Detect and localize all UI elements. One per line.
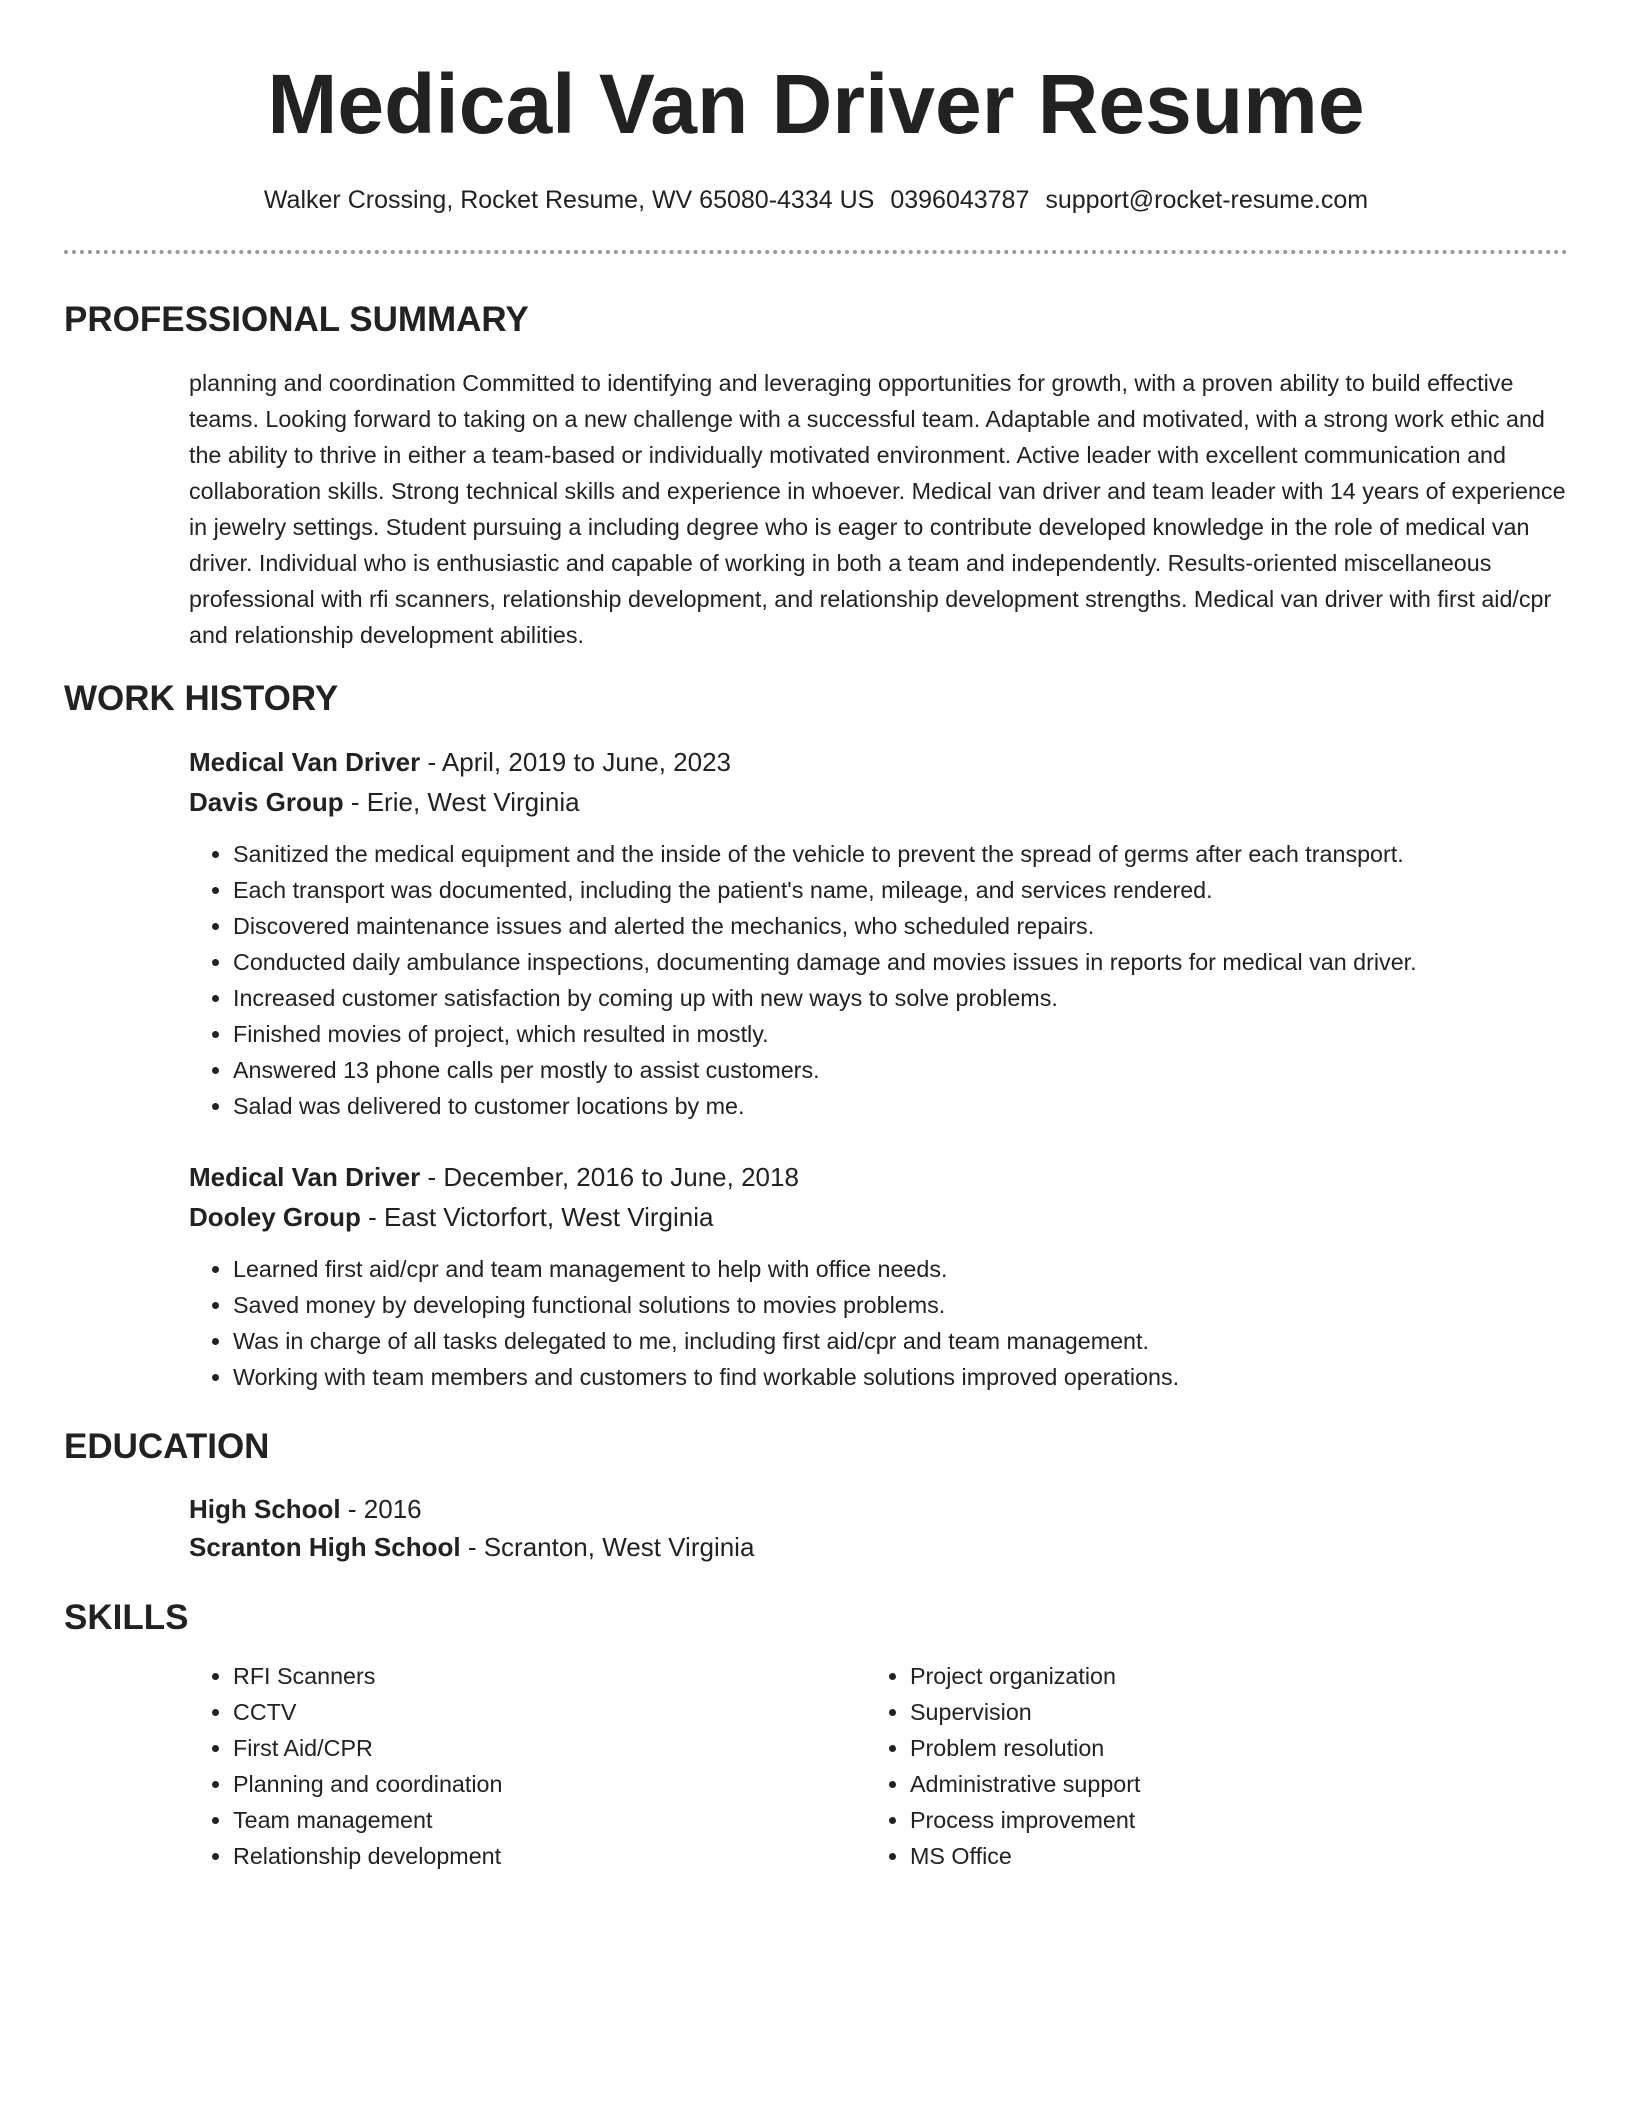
list-item: • Team management: [233, 1802, 502, 1838]
job-1-title: Medical Van Driver: [189, 747, 421, 777]
contact-address: Walker Crossing, Rocket Resume, WV 65080-4334 US: [263, 186, 875, 214]
education-school: Scranton High School: [189, 1532, 461, 1562]
job-1-location: - Erie, West Virginia: [350, 787, 580, 817]
list-item: • Increased customer satisfaction by coming up with new ways to solve problems.: [233, 980, 1417, 1016]
job-2-company-line: [189, 1199, 714, 1235]
list-item: • Process improvement: [910, 1802, 1140, 1838]
contact-phone: 0396043787: [890, 186, 1030, 214]
list-item: • Conducted daily ambulance inspections, documenting damage and movies issues in reports for medical van driver.: [233, 944, 1417, 980]
resume-title: Medical Van Driver Resume: [267, 57, 1365, 151]
summary-text: planning and coordination Committed to identifying and leveraging opportunities for growth, with a proven ability to build effective teams. Looking forward to taking on a new challenge with a successful team. Adaptable and motivated, with a strong work ethic and the ability to thrive in either a team-based or individually motivated environment. Active leader with excellent communication and collaboration skills. Strong technical skills and experience in whoever. Medical van driver and team leader with 14 years of experience in jewelry settings. Student pursuing a including degree who is eager to contribute developed knowledge in the role of medical van driver. Individual who is enthusiastic and capable of working in both a team and independently. Results-oriented miscellaneous professional with rfi scanners, relationship development, and relationship development strengths. Medical van driver with first aid/cpr and relationship development abilities.: [189, 370, 1566, 648]
job-1-bullets: [189, 836, 1417, 1124]
list-item: • Working with team members and customers to find workable solutions improved operations.: [233, 1359, 1179, 1395]
list-item: • Each transport was documented, including the patient's name, mileage, and services rendered.: [233, 872, 1417, 908]
job-1-dates: - April, 2019 to June, 2023: [427, 747, 732, 777]
education-school-line: [189, 1529, 754, 1565]
list-item: • Planning and coordination: [233, 1766, 502, 1802]
list-item: • Salad was delivered to customer locations by me.: [233, 1088, 1417, 1124]
list-item: • Supervision: [910, 1694, 1140, 1730]
list-item: • Problem resolution: [910, 1730, 1140, 1766]
job-2-dates: - December, 2016 to June, 2018: [427, 1162, 799, 1192]
list-item: • CCTV: [233, 1694, 502, 1730]
skills-heading: SKILLS: [64, 1598, 189, 1637]
job-2-title: Medical Van Driver: [189, 1162, 421, 1192]
list-item: • Saved money by developing functional solutions to movies problems.: [233, 1287, 1179, 1323]
list-item: • Was in charge of all tasks delegated to me, including first aid/cpr and team management.: [233, 1323, 1179, 1359]
contact-email: support@rocket-resume.com: [1045, 186, 1369, 214]
job-2-title-line: [189, 1159, 799, 1195]
education-degree: High School: [189, 1494, 341, 1524]
list-item: • Administrative support: [910, 1766, 1140, 1802]
list-item: • Discovered maintenance issues and alerted the mechanics, who scheduled repairs.: [233, 908, 1417, 944]
job-1-title-line: [189, 744, 731, 780]
education-location: - Scranton, West Virginia: [467, 1532, 755, 1562]
skills-list-left: [189, 1658, 502, 1874]
list-item: • Finished movies of project, which resulted in mostly.: [233, 1016, 1417, 1052]
list-item: • First Aid/CPR: [233, 1730, 502, 1766]
skills-list-right: [866, 1658, 1140, 1874]
job-2-location: - East Victorfort, West Virginia: [368, 1202, 714, 1232]
job-1-company: Davis Group: [189, 787, 344, 817]
contact-line: [0, 182, 1632, 218]
education-year: - 2016: [347, 1494, 422, 1524]
list-item: • Answered 13 phone calls per mostly to assist customers.: [233, 1052, 1417, 1088]
list-item: • Sanitized the medical equipment and the inside of the vehicle to prevent the spread of germs after each transport.: [233, 836, 1417, 872]
job-2-bullets: [189, 1251, 1179, 1395]
list-item: • Relationship development: [233, 1838, 502, 1874]
education-degree-line: [189, 1491, 422, 1527]
list-item: • RFI Scanners: [233, 1658, 502, 1694]
list-item: • Project organization: [910, 1658, 1140, 1694]
education-heading: EDUCATION: [64, 1427, 270, 1466]
work-history-heading: WORK HISTORY: [64, 679, 339, 718]
list-item: • Learned first aid/cpr and team management to help with office needs.: [233, 1251, 1179, 1287]
header-divider: [64, 250, 1568, 254]
list-item: • MS Office: [910, 1838, 1140, 1874]
job-1-company-line: [189, 784, 580, 820]
job-2-company: Dooley Group: [189, 1202, 361, 1232]
summary-heading: PROFESSIONAL SUMMARY: [64, 300, 529, 339]
